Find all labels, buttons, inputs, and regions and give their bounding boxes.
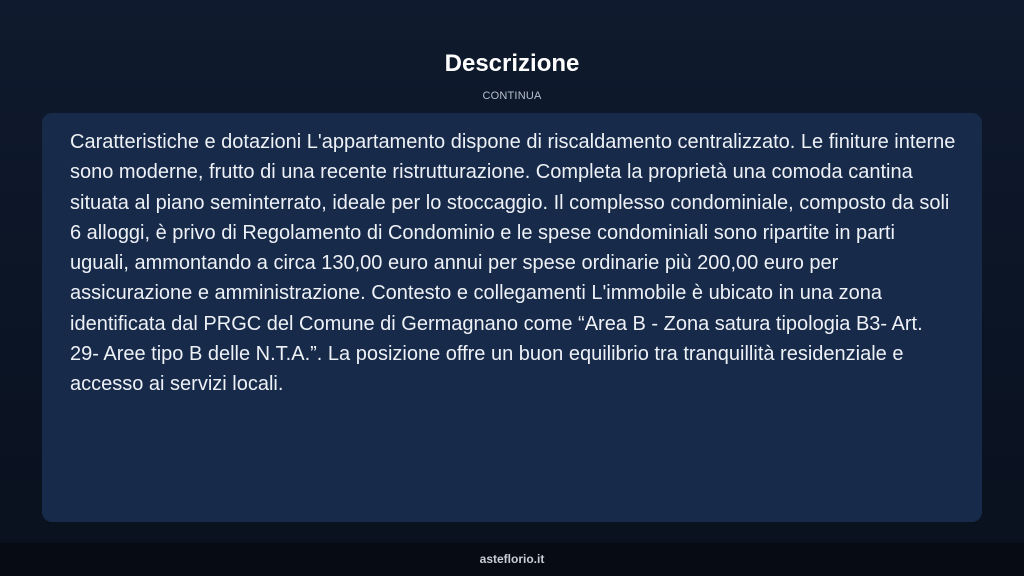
page-title: Descrizione — [444, 50, 580, 77]
footer-bar — [0, 543, 1024, 576]
footer-site-name: asteflorio.it — [479, 552, 545, 566]
page-subtitle: CONTINUA — [482, 90, 542, 102]
description-card — [42, 113, 982, 522]
description-text: Caratteristiche e dotazioni L'appartamento dispone di riscaldamento centralizzato. Le finiture interne sono moderne, frutto di una recente ristrutturazione. Completa la proprietà una comoda cantina situata al piano seminterrato, ideale per lo stoccaggio. Il complesso condominiale, composto da soli 6 alloggi, è privo di Regolamento di Condominio e le spese condominiali sono ripartite in parti uguali, ammontando a circa 130,00 euro annui per spese ordinarie più 200,00 euro per assicurazione e amministrazione. Contesto e collegamenti L'immobile è ubicato in una zona identificata dal PRGC del Comune di Germagnano come “Area B - Zona satura tipologia B3- Art. 29- Aree tipo B delle N.T.A.”. La posizione offre un buon equilibrio tra tranquillità residenziale e accesso ai servizi locali. — [70, 131, 956, 396]
